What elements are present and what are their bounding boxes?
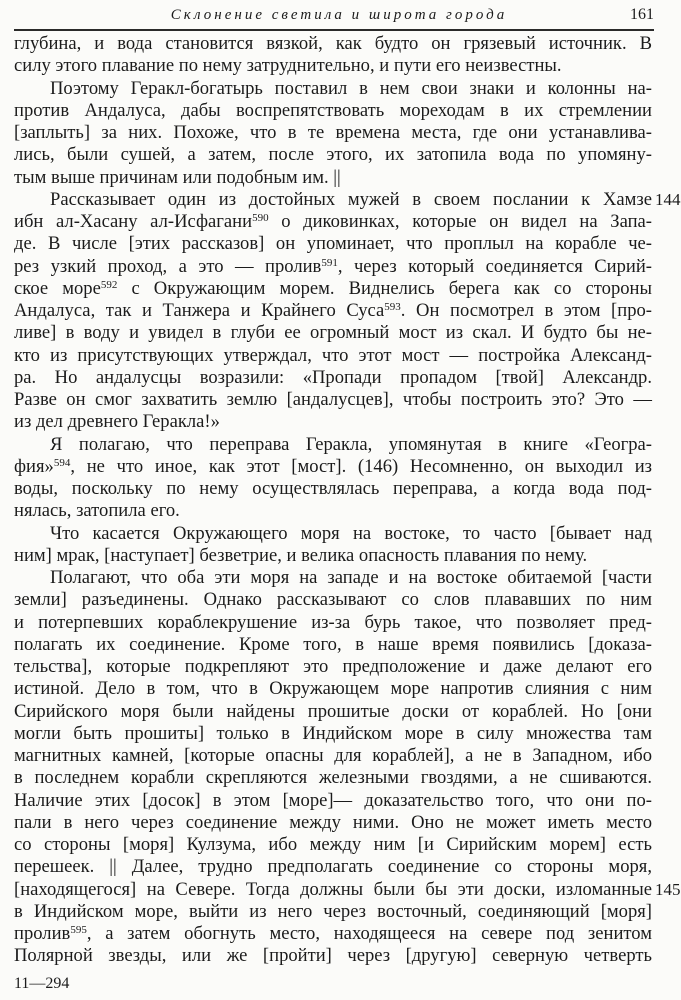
paragraph	[14, 567, 652, 968]
text-line: ра. Но андалусцы возразили: «Пропади пропадом [твой] Александр.	[14, 366, 652, 388]
text-line: могли быть прошиты] только в Индийском море в силу множества там	[14, 722, 652, 744]
text-line: со стороны [моря] Кулзума, ибо между ним [и Сирийским морем] есть	[14, 834, 652, 855]
text-line: пролив$^{595}$, а затем обогнуть место, находящееся на севере под зенитом	[14, 923, 652, 944]
text-line: Сирийского моря были найдены прошитые доски от кораблей. Но [они	[14, 700, 652, 722]
text-line: Рассказывает один из достойных мужей в своем послании к Хамзе	[50, 188, 652, 210]
text-line: Наличие этих [досок] в этом [море]— доказательство того, что они по-	[14, 789, 652, 811]
text-line: Разве он смог захватить землю [андалусцев], чтобы построить это? Это —	[14, 389, 652, 410]
page-number: 161	[630, 6, 654, 23]
text-line: лись, были сушей, а затем, после этого, их затопила вода по упомяну-	[14, 144, 652, 166]
footnote-ref: 595	[70, 924, 87, 936]
text-line: фия»$^{594}$, не что иное, как этот [мост]. (146) Несомненно, он выходил из	[14, 455, 652, 477]
text-line: из дел древнего Геракла!»	[14, 411, 220, 433]
running-title: Склонение светила и широта города	[170, 7, 508, 23]
text-line: и потерпевших кораблекрушение из-за бурь такое, что позволяет пред-	[14, 611, 652, 633]
text-line: нялась, затопила его.	[14, 500, 180, 522]
text-line: [находящегося] на Севере. Тогда должны были бы эти доски, изломанные	[14, 878, 652, 900]
footnote-ref: 591	[321, 256, 338, 269]
text-line: Что касается Окружающего моря на востоке, то часто [бывает над	[50, 522, 652, 544]
text-line: пали в него через соединение между ними. Оно не может иметь место	[14, 811, 652, 833]
text-line: против Андалуса, дабы воспрепятствовать мореходам в их стремлении	[14, 99, 652, 121]
footnote-ref: 592	[100, 278, 118, 291]
text-line: силу этого плавание по нему затруднительно, и пути его неизвестны.	[14, 55, 562, 77]
paragraph	[14, 523, 652, 568]
text-line: ское море$^{592}$ с Окружающим морем. Виднелись берега как со стороны	[14, 277, 652, 299]
footnote-ref: 590	[252, 212, 269, 224]
paragraph	[14, 33, 652, 78]
text-line: глубина, и вода становится вязкой, как будто он грязевый источник. В	[14, 33, 652, 54]
text-line: де. В числе [этих рассказов] он упоминает, что проплыл на корабле че-	[14, 233, 652, 255]
body-text	[14, 33, 652, 968]
footnote-ref: 594	[53, 456, 71, 469]
running-header	[14, 3, 654, 31]
text-line: ибн ал-Хасану ал-Исфагани$^{590}$ о диковинках, которые он видел на Запа-	[14, 211, 652, 232]
text-line: истиной. Дело в том, что в Окружающем море напротив слияния с ним	[14, 678, 652, 700]
text-line: полагать их соединение. Кроме того, в наше время появились [доказа-	[14, 633, 652, 655]
text-line: воды, поскольку по нему осуществлялась переправа, а когда вода под-	[14, 478, 652, 499]
text-line: ливе] в воду и увидел в глуби ее огромный мост из скал. И будто бы не-	[14, 322, 652, 344]
text-line: ним] мрак, [наступает] безветрие, и велика опасность плавания по нему.	[14, 544, 588, 566]
text-line: земли] разъединены. Однако рассказывают со слов плававших по ним	[14, 589, 652, 611]
text-line: Поэтому Геракл-богатырь поставил в нем свои знаки и колонны на-	[50, 77, 652, 99]
text-line: тым выше причинам или подобным им. ||	[14, 166, 341, 188]
paragraph	[14, 434, 652, 523]
text-line: Андалуса, так и Танжера и Крайнего Суса$^{593}$. Он посмотрел в этом [про-	[14, 300, 652, 321]
text-line: тельства], которые подкрепляют это предположение и даже делают его	[14, 656, 652, 677]
text-line: рез узкий проход, а это — пролив$^{591}$, через который соединяется Сирий-	[14, 255, 652, 277]
printer-signature: 11—294	[14, 975, 70, 992]
text-line: Я полагаю, что переправа Геракла, упомянутая в книге «Геогра-	[50, 433, 652, 455]
text-line: в последнем корабли скрепляются железными гвоздями, а не сшиваются.	[14, 767, 652, 789]
paragraph	[14, 78, 652, 189]
text-line: кто из присутствующих утверждал, что этот мост — постройка Александ-	[14, 344, 652, 366]
text-line: перешеек. || Далее, трудно предполагать соединение со стороны моря,	[14, 856, 652, 878]
text-line: Полярной звезды, или же [пройти] через [другую] северную четверть	[14, 945, 652, 967]
text-line: магнитных камней, [которые опасны для кораблей], а не в Западном, ибо	[14, 745, 652, 766]
text-line: [заплыть] за них. Похоже, что в те времена места, где они устанавлива-	[14, 122, 652, 143]
text-line: Полагают, что оба эти моря на западе и на востоке обитаемой [части	[50, 567, 652, 588]
text-line: в Индийском море, выйти из него через восточный, соединяющий [моря]	[14, 900, 652, 922]
paragraph	[14, 189, 652, 434]
footnote-ref: 593	[384, 301, 401, 313]
margin-number: 145	[655, 879, 681, 899]
margin-number: 144	[655, 189, 681, 209]
